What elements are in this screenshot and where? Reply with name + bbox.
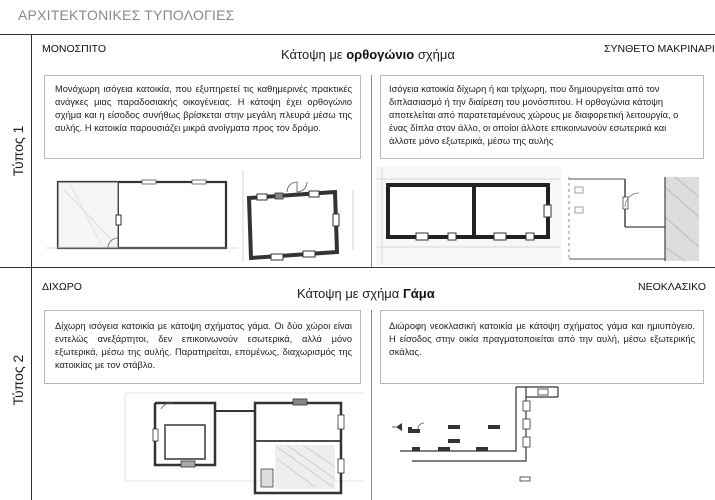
type1-left-text: Μονόχωρη ισόγεια κατοικία, που εξυπηρετεί τις καθημερινές πρακτικές ανάγκες μιας παραδοσιακής οικογένειας. Η κάτοψη έχει ορθογώνιο σχήμα και η είσοδος συνήθως βρίσκεται στην μεγάλη πλευρά μέσω της αυλής. Η κατοικία παρουσιάζει μικρά ανοίγματα προς τον δρόμο. <box>55 84 352 133</box>
type2-right-text-box <box>380 310 704 384</box>
type1-left-label: ΜΟΝΟΣΠΙΤΟ <box>42 43 107 55</box>
type1-right-floorplan-b <box>565 167 705 265</box>
center-divider-type2 <box>371 310 372 500</box>
type2-right-floorplan <box>388 383 588 495</box>
type1-heading <box>281 47 455 62</box>
page-title: ΑΡΧΙΤΕΚΤΟΝΙΚΕΣ ΤΥΠΟΛΟΓΙΕΣ <box>18 7 235 23</box>
type1-heading-suffix: σχήμα <box>417 47 455 62</box>
type1-left-floorplan-a <box>42 170 242 265</box>
type2-right-label: ΝΕΟΚΛΑΣΙΚΟ <box>638 281 707 293</box>
type1-right-label: ΣΥΝΘΕΤΟ ΜΑΚΡΙΝΑΡΙ <box>604 43 715 55</box>
type1-side-label: Τύπος 1 <box>10 125 26 177</box>
type2-heading-emphasis: Γάμα <box>402 286 435 301</box>
type2-heading <box>297 286 435 301</box>
middle-divider <box>0 267 715 268</box>
type2-side-label: Τύπος 2 <box>10 354 26 406</box>
type1-heading-emphasis: ορθογώνιο <box>346 47 415 62</box>
type2-heading-prefix: Κάτοψη με σχήμα <box>297 286 400 301</box>
center-divider-type1 <box>371 75 372 267</box>
type1-right-text: Ισόγεια κατοικία δίχωρη ή και τρίχωρη, που δημιουργείται από τον διπλασιασμό ή την διαίρεση του μονόσπιτου. Η ορθογώνια κάτοψη αποτελείται από παρατεταμένους χώρους με διαφορετική λειτουργία, ο ένας δίπλα στον άλλο, οι οποίοι άλλοτε επικοινωνούν εσωτερικά και άλλοτε μόνο εξωτερικά, μέσω της αυλής <box>389 84 679 146</box>
type1-right-text-box <box>380 75 704 159</box>
type2-left-text-box <box>44 310 361 384</box>
label-column-divider <box>31 34 32 500</box>
type1-left-text-box <box>44 75 361 159</box>
type2-right-text: Διώροφη νεοκλασική κατοικία με κάτοψη σχήματος γάμα και ημιυπόγειο. Η είσοδος στην οικία πραγματοποιείται από την αυλή, μέσω εξωτερικής σκάλας. <box>389 321 695 357</box>
type1-heading-prefix: Κάτοψη με <box>281 47 343 62</box>
type1-left-floorplan-b <box>237 170 367 265</box>
type2-left-floorplan <box>125 385 365 497</box>
type2-left-text: Δίχωρη ισόγεια κατοικία με κάτοψη σχήματος γάμα. Οι δύο χώροι είναι εντελώς ανεξάρτητοι, δεν επικοινωνούν εσωτερικά, αλλά μόνο εξωτερικά, μέσω της αυλής. Παρατηρείται, επομένως, διαχωρισμός της κατοικίας με τον στάβλο. <box>55 321 352 370</box>
top-divider <box>0 34 715 35</box>
type2-left-label: ΔΙΧΩΡΟ <box>42 281 82 293</box>
type1-right-floorplan-a <box>376 167 561 265</box>
